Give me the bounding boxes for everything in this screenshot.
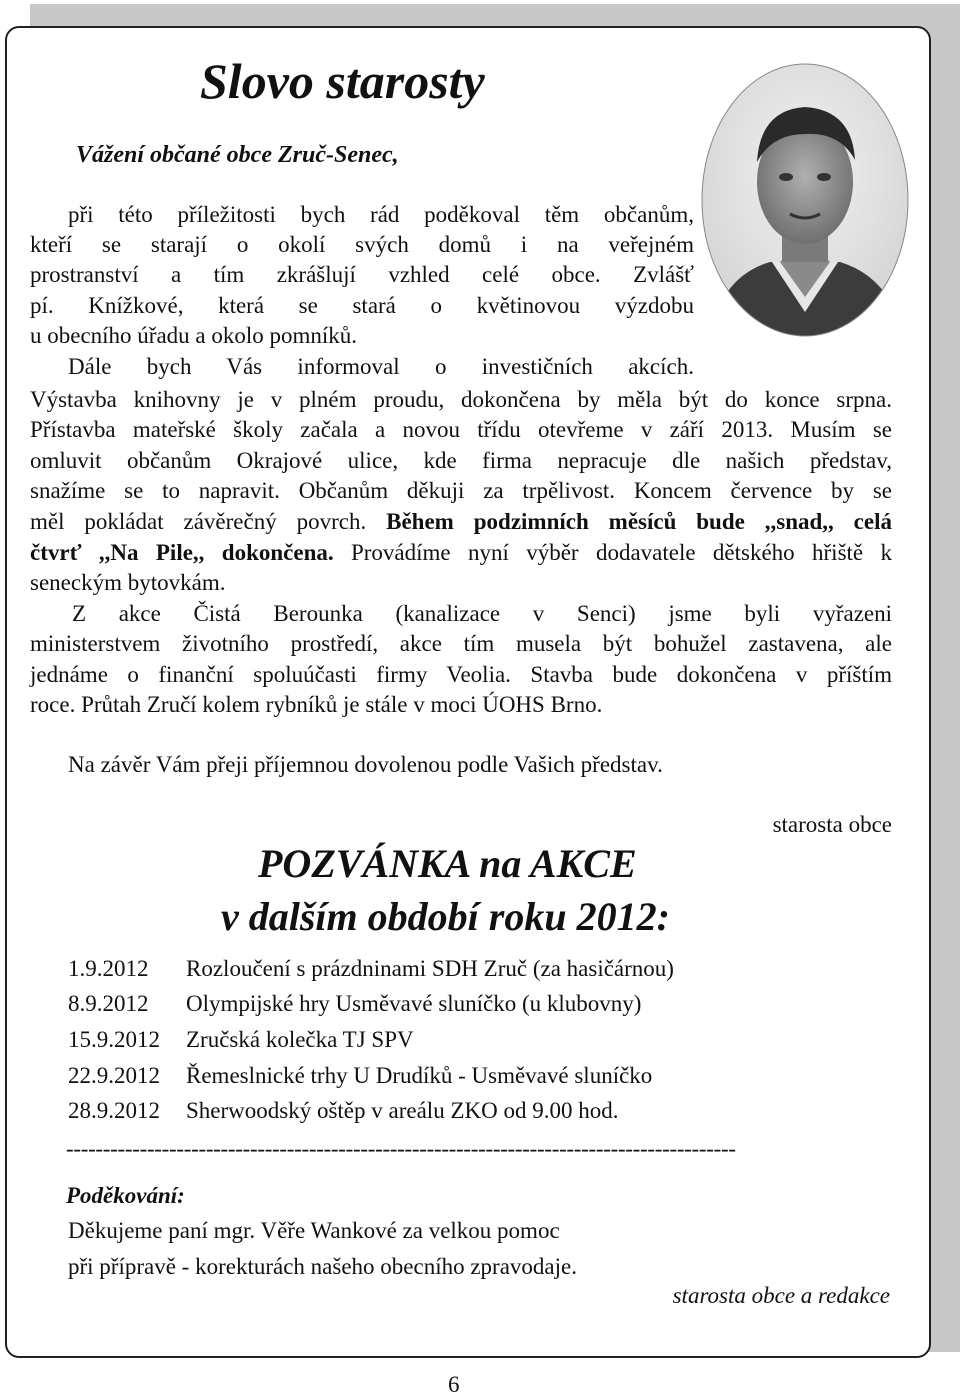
body-line-12 bbox=[30, 538, 892, 569]
event-date: 22.9.2012 bbox=[68, 1063, 160, 1088]
para2-line-2: ministerstvem životního prostředí, akce tím musela být bohužel zastavena, ale bbox=[30, 631, 892, 656]
body-line-7: Výstavba knihovny je v plném proudu, dokončena by měla být do konce srpna. bbox=[30, 387, 892, 412]
body-line-12-bold: čtvrť ,,Na Pile,, dokončena. bbox=[30, 540, 334, 565]
body-line-11-bold: Během podzimních měsíců bude ,,snad,, celá bbox=[386, 509, 892, 534]
invitation-subtitle: v dalším období roku 2012: bbox=[221, 894, 670, 939]
closing-line: Na závěr Vám přeji příjemnou dovolenou podle Vašich představ. bbox=[68, 752, 663, 777]
event-text: Rozloučení s prázdninami SDH Zruč (za hasičárnou) bbox=[186, 956, 674, 981]
body-line-3: prostranství a tím zkrášlují vzhled celé obce. Zvlášť bbox=[30, 262, 694, 287]
event-item bbox=[68, 1098, 618, 1124]
thanks-line-2: při přípravě - korekturách našeho obecního zpravodaje. bbox=[68, 1254, 577, 1279]
page-title: Slovo starosty bbox=[200, 53, 485, 109]
event-item bbox=[68, 1063, 652, 1089]
body-line-4: pí. Knížkové, která se stará o květinovou výzdobu bbox=[30, 293, 694, 318]
thanks-line-1: Děkujeme paní mgr. Věře Wankové za velkou pomoc bbox=[68, 1218, 560, 1243]
event-date: 28.9.2012 bbox=[68, 1098, 160, 1123]
body-line-10: snažíme se to napravit. Občanům děkuji za trpělivost. Koncem července by se bbox=[30, 478, 892, 503]
portrait-photo-icon bbox=[700, 62, 910, 338]
body-line-11a: měl pokládat závěrečný povrch. bbox=[30, 509, 387, 534]
body-line-6: Dále bych Vás informoval o investičních akcích. bbox=[68, 354, 694, 379]
body-line-11 bbox=[30, 507, 892, 538]
mayor-signature: starosta obce bbox=[772, 812, 892, 837]
body-line-1: při této příležitosti bych rád poděkoval těm občanům, bbox=[68, 202, 694, 227]
body-line-5: u obecního úřadu a okolo pomníků. bbox=[30, 323, 358, 348]
thanks-signature: starosta obce a redakce bbox=[672, 1283, 890, 1308]
mayor-portrait bbox=[700, 62, 910, 338]
body-line-8: Přístavba mateřské školy začala a novou třídu otevřeme v září 2013. Musím se bbox=[30, 417, 892, 442]
event-text: Sherwoodský oštěp v areálu ZKO od 9.00 hod. bbox=[186, 1098, 619, 1123]
event-text: Zručská kolečka TJ SPV bbox=[186, 1027, 414, 1052]
body-line-9: omluvit občanům Okrajové ulice, kde firma nepracuje dle našich představ, bbox=[30, 448, 892, 473]
body-line-2: kteří se starají o okolí svých domů i na veřejném bbox=[30, 232, 694, 257]
event-date: 8.9.2012 bbox=[68, 991, 149, 1016]
para2-line-4: roce. Průtah Zručí kolem rybníků je stále v moci ÚOHS Brno. bbox=[30, 692, 603, 717]
event-item bbox=[68, 1027, 414, 1053]
greeting: Vážení občané obce Zruč-Senec, bbox=[76, 142, 399, 168]
event-text: Řemeslnické trhy U Drudíků - Usměvavé sluníčko bbox=[186, 1063, 653, 1088]
para2-line-1: Z akce Čistá Berounka (kanalizace v Senci) jsme byli vyřazeni bbox=[72, 601, 892, 626]
separator-line: ------------------------------------------------------------------------------------------- bbox=[66, 1136, 736, 1161]
thanks-heading: Poděkování: bbox=[66, 1183, 185, 1208]
para2-line-3: jednáme o finanční spoluúčasti firmy Veolia. Stavba bude dokončena v příštím bbox=[30, 662, 892, 687]
body-line-13: seneckým bytovkám. bbox=[30, 570, 226, 595]
invitation-title: POZVÁNKA na AKCE bbox=[258, 841, 637, 886]
event-item bbox=[68, 991, 641, 1017]
page-number: 6 bbox=[448, 1372, 460, 1397]
event-text: Olympijské hry Usměvavé sluníčko (u klubovny) bbox=[186, 991, 642, 1016]
event-item bbox=[68, 956, 674, 982]
event-date: 15.9.2012 bbox=[68, 1027, 160, 1052]
body-line-12b: Provádíme nyní výběr dodavatele dětského hřiště k bbox=[333, 540, 892, 565]
event-date: 1.9.2012 bbox=[68, 956, 149, 981]
